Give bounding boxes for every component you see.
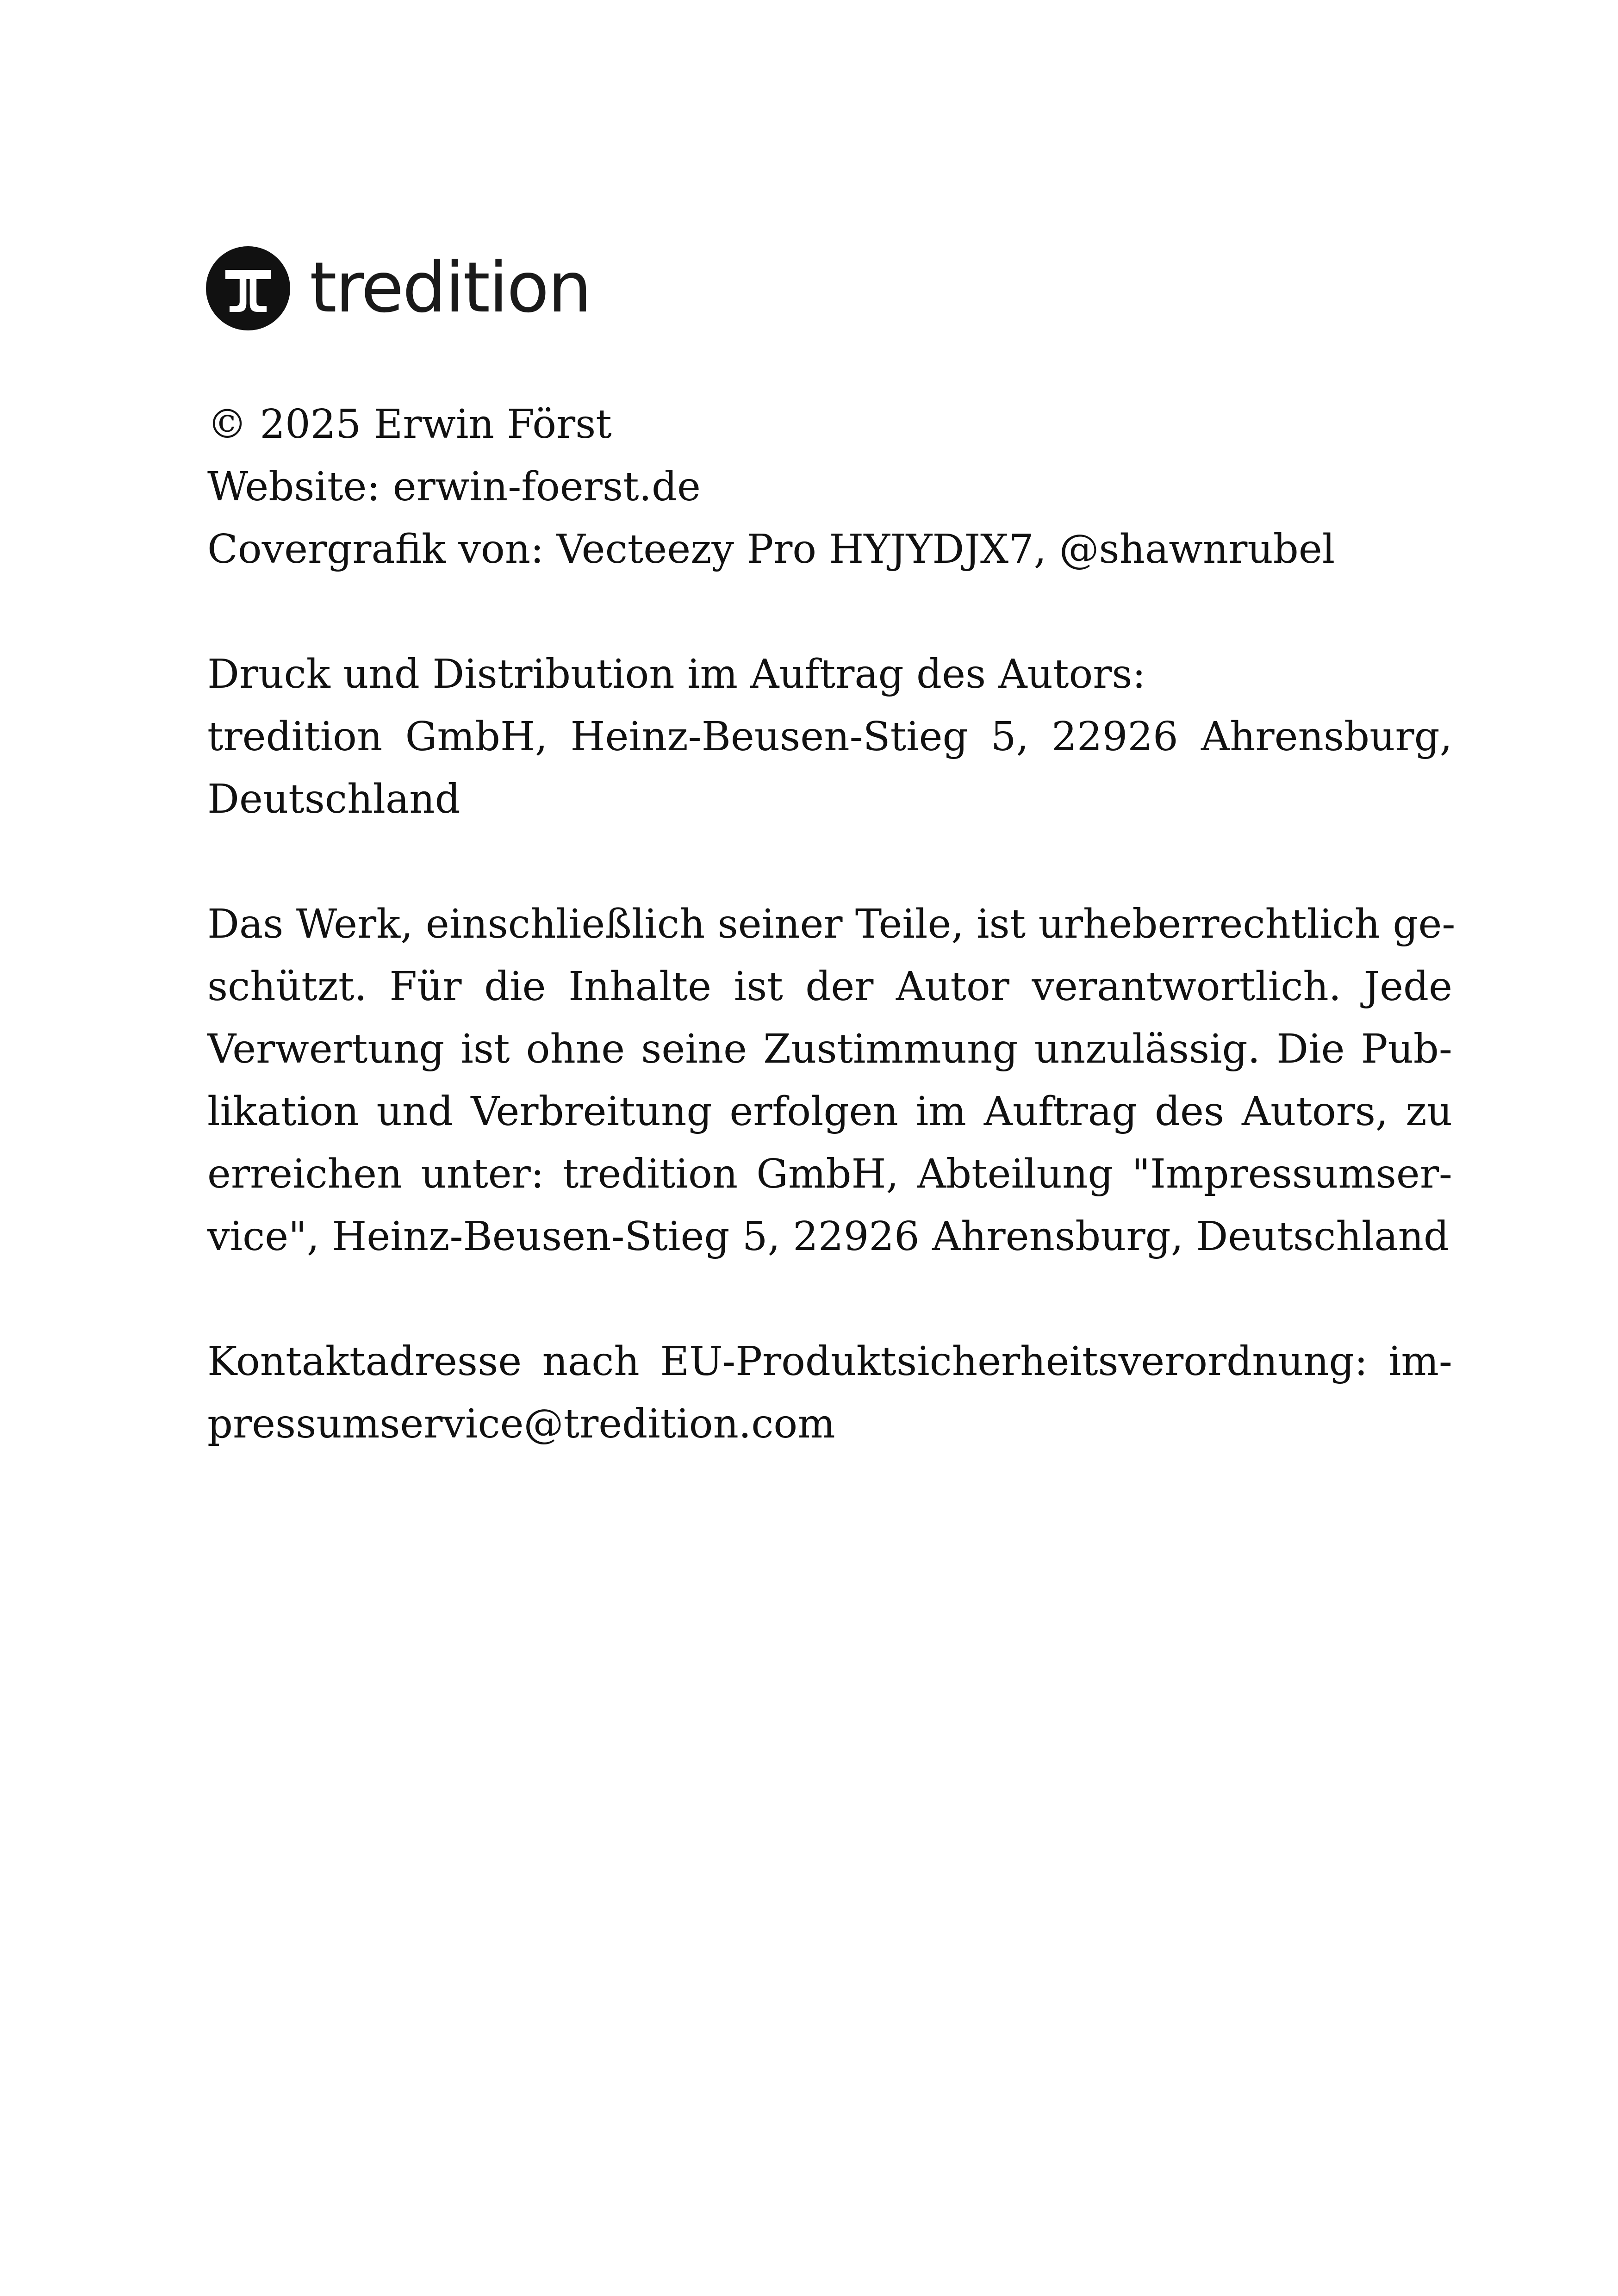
printing-line: Druck und Distribution im Auftrag des Autors:: [207, 651, 1146, 697]
copyright-line: © 2025 Erwin Först: [207, 401, 612, 448]
tredition-logo-icon: [206, 246, 290, 330]
printing-line: Deutschland: [207, 776, 461, 822]
printing-line: tredition GmbH, Heinz-Beusen-Stieg 5, 22926 Ahrensburg,: [207, 714, 1452, 760]
printing-block: [207, 643, 1452, 831]
publisher-logo: [206, 245, 591, 331]
publisher-logo-text: tredition: [310, 248, 591, 328]
copyright-notice-block: [207, 893, 1456, 1268]
contact-line: pressumservice@tredition.com: [207, 1401, 835, 1447]
notice-line: Verwertung ist ohne seine Zustimmung unzulässig. Die Pub-: [207, 1026, 1452, 1072]
notice-line: Das Werk, einschließlich seiner Teile, ist urheberrechtlich ge-: [207, 901, 1456, 947]
notice-line: likation und Verbreitung erfolgen im Auftrag des Autors, zu: [207, 1089, 1452, 1135]
credits-block: [207, 393, 1452, 581]
notice-line: schützt. Für die Inhalte ist der Autor verantwortlich. Jede: [207, 964, 1452, 1010]
cover-credit-line: Covergrafik von: Vecteezy Pro HYJYDJX7, @shawnrubel: [207, 526, 1335, 572]
notice-line: erreichen unter: tredition GmbH, Abteilung "Impressumser-: [207, 1151, 1452, 1197]
contact-line: Kontaktadresse nach EU-Produktsicherheitsverordnung: im-: [207, 1338, 1452, 1385]
website-line: Website: erwin-foerst.de: [207, 464, 701, 510]
notice-line: vice", Heinz-Beusen-Stieg 5, 22926 Ahrensburg, Deutschland: [207, 1213, 1450, 1260]
imprint-content: [207, 393, 1456, 1456]
contact-block: [207, 1331, 1452, 1456]
